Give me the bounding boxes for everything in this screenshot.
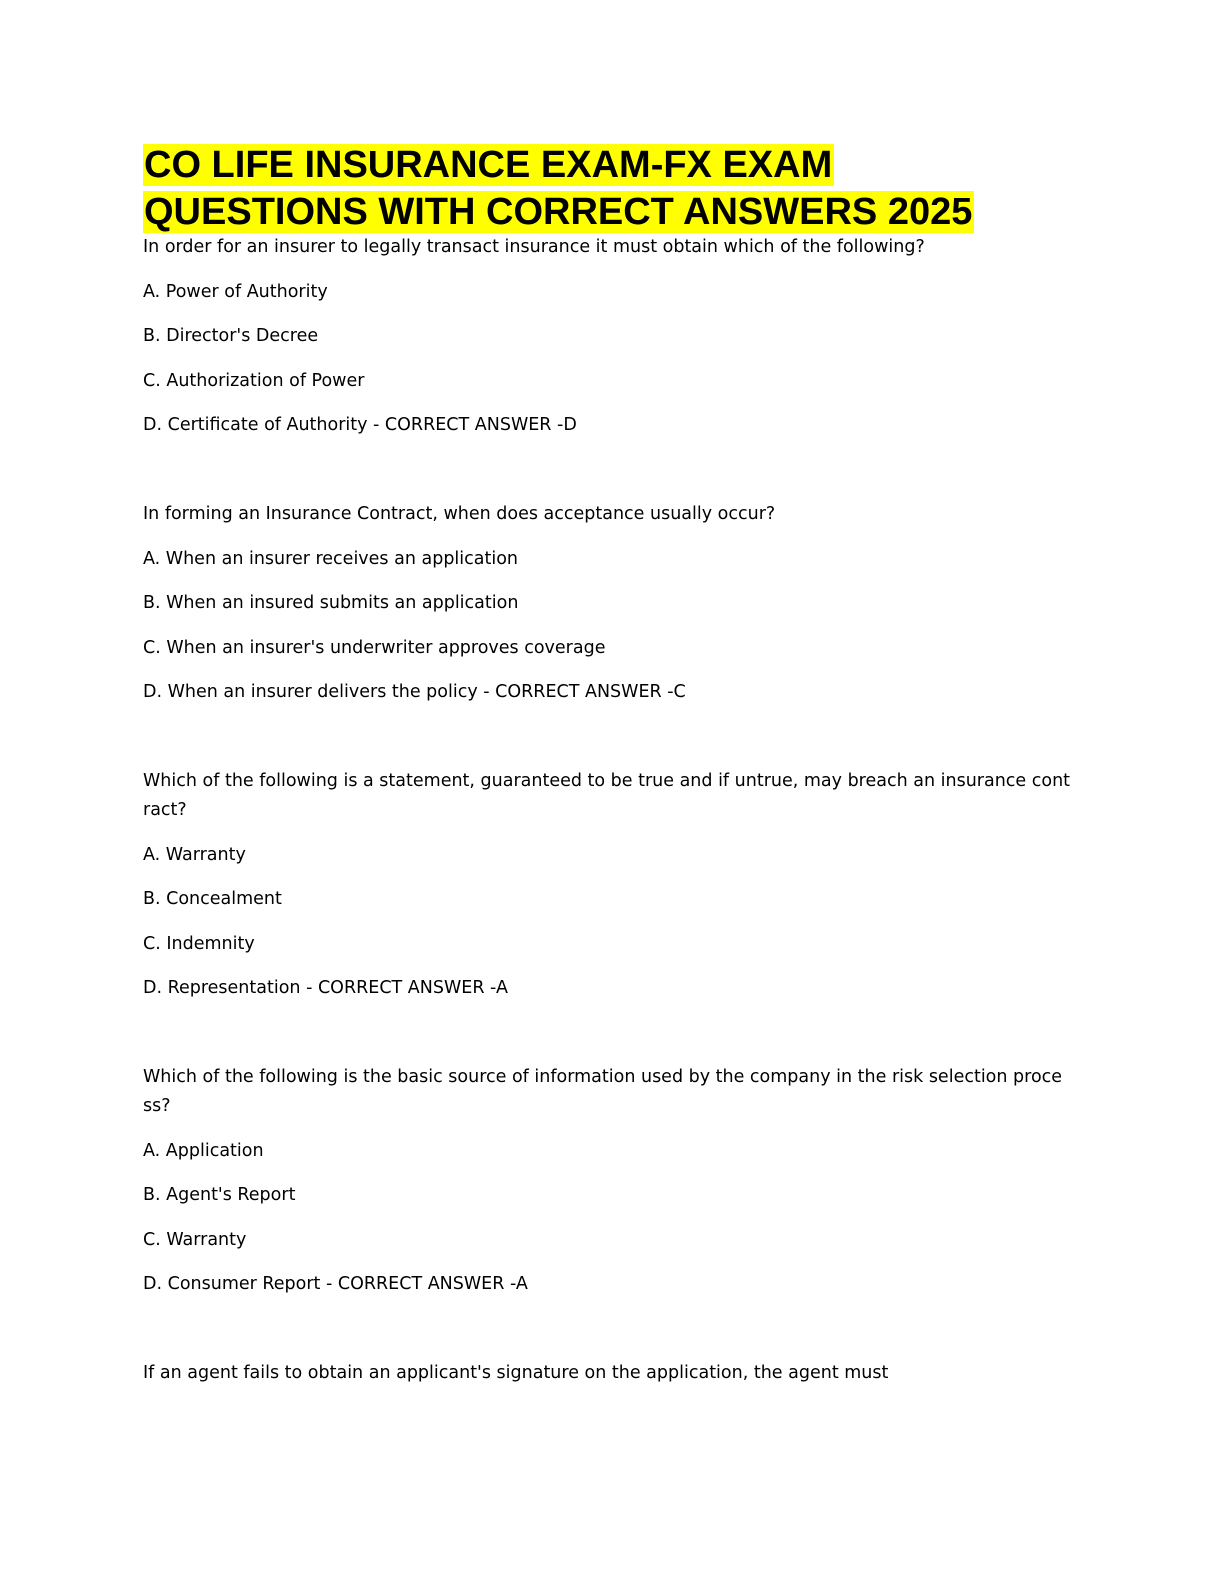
question-1-option-d: D. Certificate of Authority - CORRECT ANSWER -D [143, 415, 577, 435]
question-1-option-a: A. Power of Authority [143, 282, 328, 302]
question-2-option-c: C. When an insurer's underwriter approves coverage [143, 638, 606, 658]
question-4-option-c: C. Warranty [143, 1230, 247, 1250]
question-5-text: If an agent fails to obtain an applicant's signature on the application, the agent must [143, 1363, 889, 1383]
document-title [143, 142, 1103, 236]
question-4-option-b: B. Agent's Report [143, 1185, 296, 1205]
title-line-1: CO LIFE INSURANCE EXAM-FX EXAM [144, 144, 833, 186]
title-line-2: QUESTIONS WITH CORRECT ANSWERS 2025 [144, 191, 973, 233]
question-2-option-a: A. When an insurer receives an application [143, 549, 519, 569]
question-4-option-d: D. Consumer Report - CORRECT ANSWER -A [143, 1274, 528, 1294]
question-3-option-a: A. Warranty [143, 845, 246, 865]
question-4-text-line-1: Which of the following is the basic source of information used by the company in the risk selection proce [143, 1067, 1063, 1087]
question-2-option-b: B. When an insured submits an application [143, 593, 519, 613]
question-3-option-b: B. Concealment [143, 889, 282, 909]
question-3-option-c: C. Indemnity [143, 934, 255, 954]
question-1-text: In order for an insurer to legally transact insurance it must obtain which of the following? [143, 237, 925, 257]
question-2-option-d: D. When an insurer delivers the policy - CORRECT ANSWER -C [143, 682, 686, 702]
question-1-option-c: C. Authorization of Power [143, 371, 365, 391]
question-2-text: In forming an Insurance Contract, when does acceptance usually occur? [143, 504, 776, 524]
question-3-text-line-2: ract? [143, 800, 187, 820]
question-1-option-b: B. Director's Decree [143, 326, 319, 346]
question-4-text-line-2: ss? [143, 1096, 171, 1116]
question-4-option-a: A. Application [143, 1141, 264, 1161]
question-3-text-line-1: Which of the following is a statement, guaranteed to be true and if untrue, may breach an insurance cont [143, 771, 1071, 791]
question-3-option-d: D. Representation - CORRECT ANSWER -A [143, 978, 508, 998]
